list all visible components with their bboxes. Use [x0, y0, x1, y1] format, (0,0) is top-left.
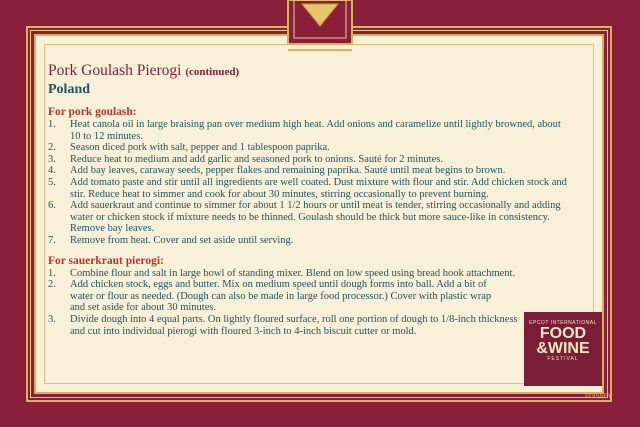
pierogi-steps — [48, 268, 588, 338]
list-item: 1. Combine flour and salt in large bowl of standing mixer. Blend on low speed using bread hook attachment. — [48, 267, 516, 279]
logo-festival-text: FESTIVAL — [547, 356, 579, 362]
art-deco-ornament-icon — [285, 0, 355, 58]
recipe-title — [48, 62, 588, 81]
goulash-steps — [48, 119, 588, 247]
list-item: 1. Heat canola oil in large braising pan over medium high heat. Add onions and caramelize until lightly browned, about 10 to 12 minutes. — [48, 119, 561, 142]
title-continued-tag: (continued) — [185, 66, 240, 78]
section-heading-goulash: For pork goulash: — [48, 106, 137, 118]
recipe-content — [48, 62, 588, 337]
section-heading-pierogi: For sauerkraut pierogi: — [48, 254, 164, 267]
logo-wine-text: &WINE — [536, 340, 590, 357]
list-item: 4. Add bay leaves, caraway seeds, pepper flakes and remaining paprika. Sauté until meat begins to brown. — [48, 165, 506, 177]
recipe-country: Poland — [48, 82, 91, 97]
list-item: 3. Reduce heat to medium and add garlic and seasoned pork to onions. Sauté for 2 minutes. — [48, 153, 443, 165]
list-item: 7. Remove from heat. Cover and set aside until serving. — [48, 234, 294, 246]
recipe-title-text: Pork Goulash Pierogi — [48, 62, 182, 79]
copyright-text: ©DISNEY — [585, 394, 612, 400]
logo-epcot-text: EPCOT INTERNATIONAL — [529, 320, 597, 326]
list-item: 3. Divide dough into 4 equal parts. On lightly floured surface, roll one portion of dough to 1/8-inch thickness and cut into individual pierogi with floured 3-inch to 4-inch biscuit cutter or mold. — [48, 313, 518, 337]
list-item: 6. Add sauerkraut and continue to simmer for about 1 1/2 hours or until meat is tender, stirring occasionally and adding water or chicken stock if mixture needs to be thinned. Goulash should be thick but more sauce-like in consistency. Remove bay leaves. — [48, 200, 561, 235]
list-item: 2. Add chicken stock, eggs and butter. Mix on medium speed until dough forms into ball. Add a bit of water or flour as needed. (Dough can also be made in large food processor.) Cover with plastic wrap and set aside for about 30 minutes. — [48, 279, 492, 314]
logo-food-text: FOOD — [539, 325, 587, 342]
food-wine-festival-logo — [524, 312, 602, 386]
list-item: 5. Add tomato paste and stir until all ingredients are well coated. Dust mixture with flour and stir. Add chicken stock and stir. Reduce heat to simmer and cook for about 30 minutes, stirring occasionally to prevent burning. — [48, 176, 567, 200]
list-item: 2. Season diced pork with salt, pepper and 1 tablespoon paprika. — [48, 142, 330, 154]
